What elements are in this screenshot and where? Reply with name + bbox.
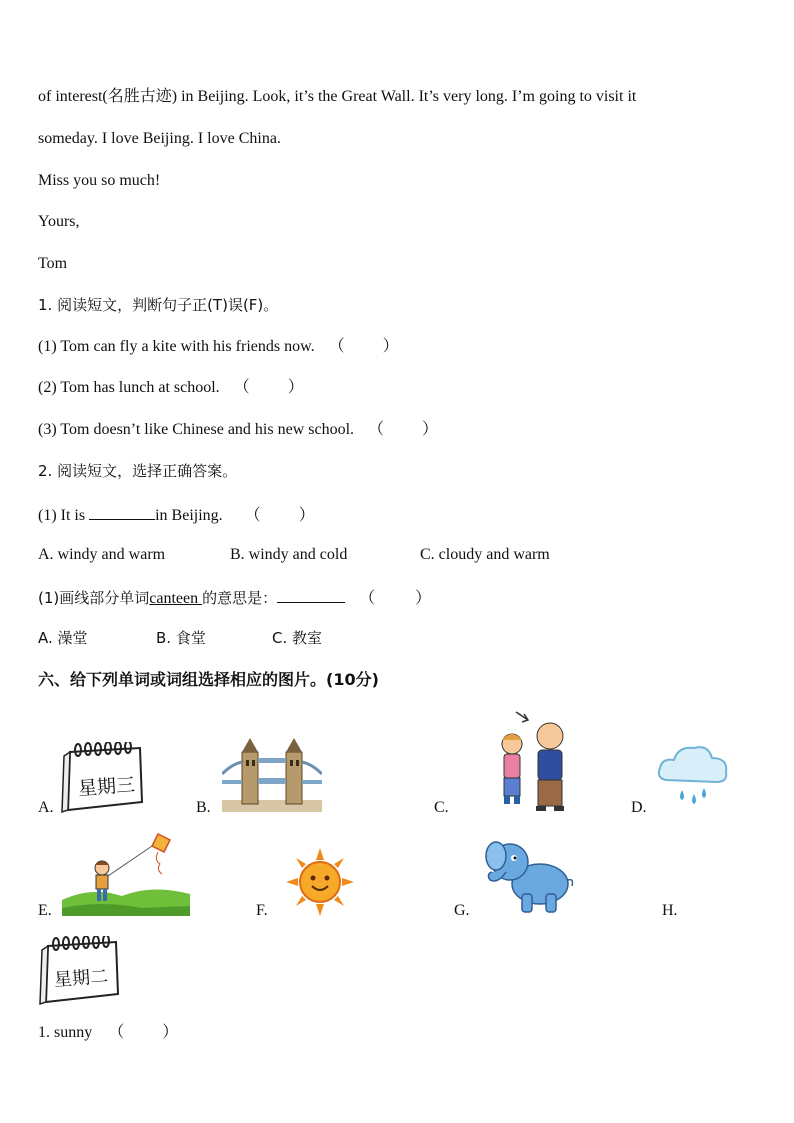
answer-paren[interactable]: （ ）: [244, 507, 315, 524]
q2-item-2: [38, 586, 431, 609]
letter-signature: Tom: [38, 255, 68, 272]
tower-bridge-icon[interactable]: [222, 734, 322, 817]
answer-paren[interactable]: （ ）: [233, 379, 304, 396]
answer-paren[interactable]: （ ）: [328, 338, 399, 355]
answer-paren[interactable]: （ ）: [368, 421, 439, 438]
q1-item-2: [38, 378, 304, 398]
boy-grandpa-icon[interactable]: [494, 706, 584, 819]
q2-item-2-prefix: (1)画线部分单词: [38, 589, 150, 607]
question-1-text: 1. sunny: [38, 1024, 93, 1041]
calendar-icon[interactable]: [56, 742, 146, 819]
calendar-text: 星期二: [53, 966, 109, 991]
q2-item-1-suffix: in Beijing.: [155, 507, 223, 524]
option-b[interactable]: B. 食堂: [156, 629, 206, 647]
label-h: H.: [662, 902, 678, 919]
label-b: B.: [196, 799, 211, 816]
label-d: D.: [631, 799, 647, 816]
rain-cloud-icon[interactable]: [656, 740, 730, 817]
section-6-question-1: [38, 1023, 178, 1043]
q2-item-1: [38, 503, 315, 526]
option-a[interactable]: A. windy and warm: [38, 546, 166, 563]
answer-blank[interactable]: [89, 503, 155, 520]
q1-title: 1. 阅读短文，判断句子正(T)误(F)。: [38, 296, 279, 314]
q2-item-1-options: [38, 545, 550, 565]
calendar-text: 星期三: [77, 774, 136, 800]
q1-item-2-text: (2) Tom has lunch at school.: [38, 379, 220, 396]
q1-item-3: [38, 420, 438, 440]
calendar-icon[interactable]: [36, 936, 122, 1011]
q1-item-1: [38, 337, 399, 357]
q2-item-2-options: [38, 628, 322, 648]
q2-title: 2. 阅读短文，选择正确答案。: [38, 462, 238, 480]
option-c[interactable]: C. 教室: [272, 629, 323, 647]
label-a: A.: [38, 799, 54, 816]
letter-closing: Yours,: [38, 213, 80, 230]
elephant-icon[interactable]: [484, 834, 576, 921]
underlined-word: canteen: [149, 590, 203, 607]
label-f: F.: [256, 902, 268, 919]
q1-item-1-text: (1) Tom can fly a kite with his friends now.: [38, 338, 315, 355]
q2-item-2-suffix: 的意思是：: [202, 589, 278, 607]
q2-item-1-prefix: (1) It is: [38, 507, 90, 524]
label-c: C.: [434, 799, 449, 816]
q1-item-3-text: (3) Tom doesn’t like Chinese and his new school.: [38, 421, 355, 438]
answer-paren[interactable]: （ ）: [359, 590, 432, 607]
option-a[interactable]: A. 澡堂: [38, 629, 88, 647]
option-c[interactable]: C. cloudy and warm: [420, 546, 550, 563]
option-b[interactable]: B. windy and cold: [230, 546, 348, 563]
answer-paren[interactable]: （ ）: [108, 1024, 179, 1041]
letter-line-2: someday. I love Beijing. I love China.: [38, 130, 281, 147]
label-g: G.: [454, 902, 470, 919]
section-6-title: 六、给下列单词或词组选择相应的图片。(10分): [38, 670, 379, 689]
sun-icon[interactable]: [286, 848, 354, 921]
letter-line-3: Miss you so much!: [38, 172, 161, 189]
label-e: E.: [38, 902, 52, 919]
letter-line-1: of interest(名胜古迹) in Beijing. Look, it’s the Great Wall. It’s very long. I’m going to visit it: [38, 88, 637, 105]
kite-boy-icon[interactable]: [62, 830, 190, 921]
answer-blank[interactable]: [277, 586, 345, 603]
